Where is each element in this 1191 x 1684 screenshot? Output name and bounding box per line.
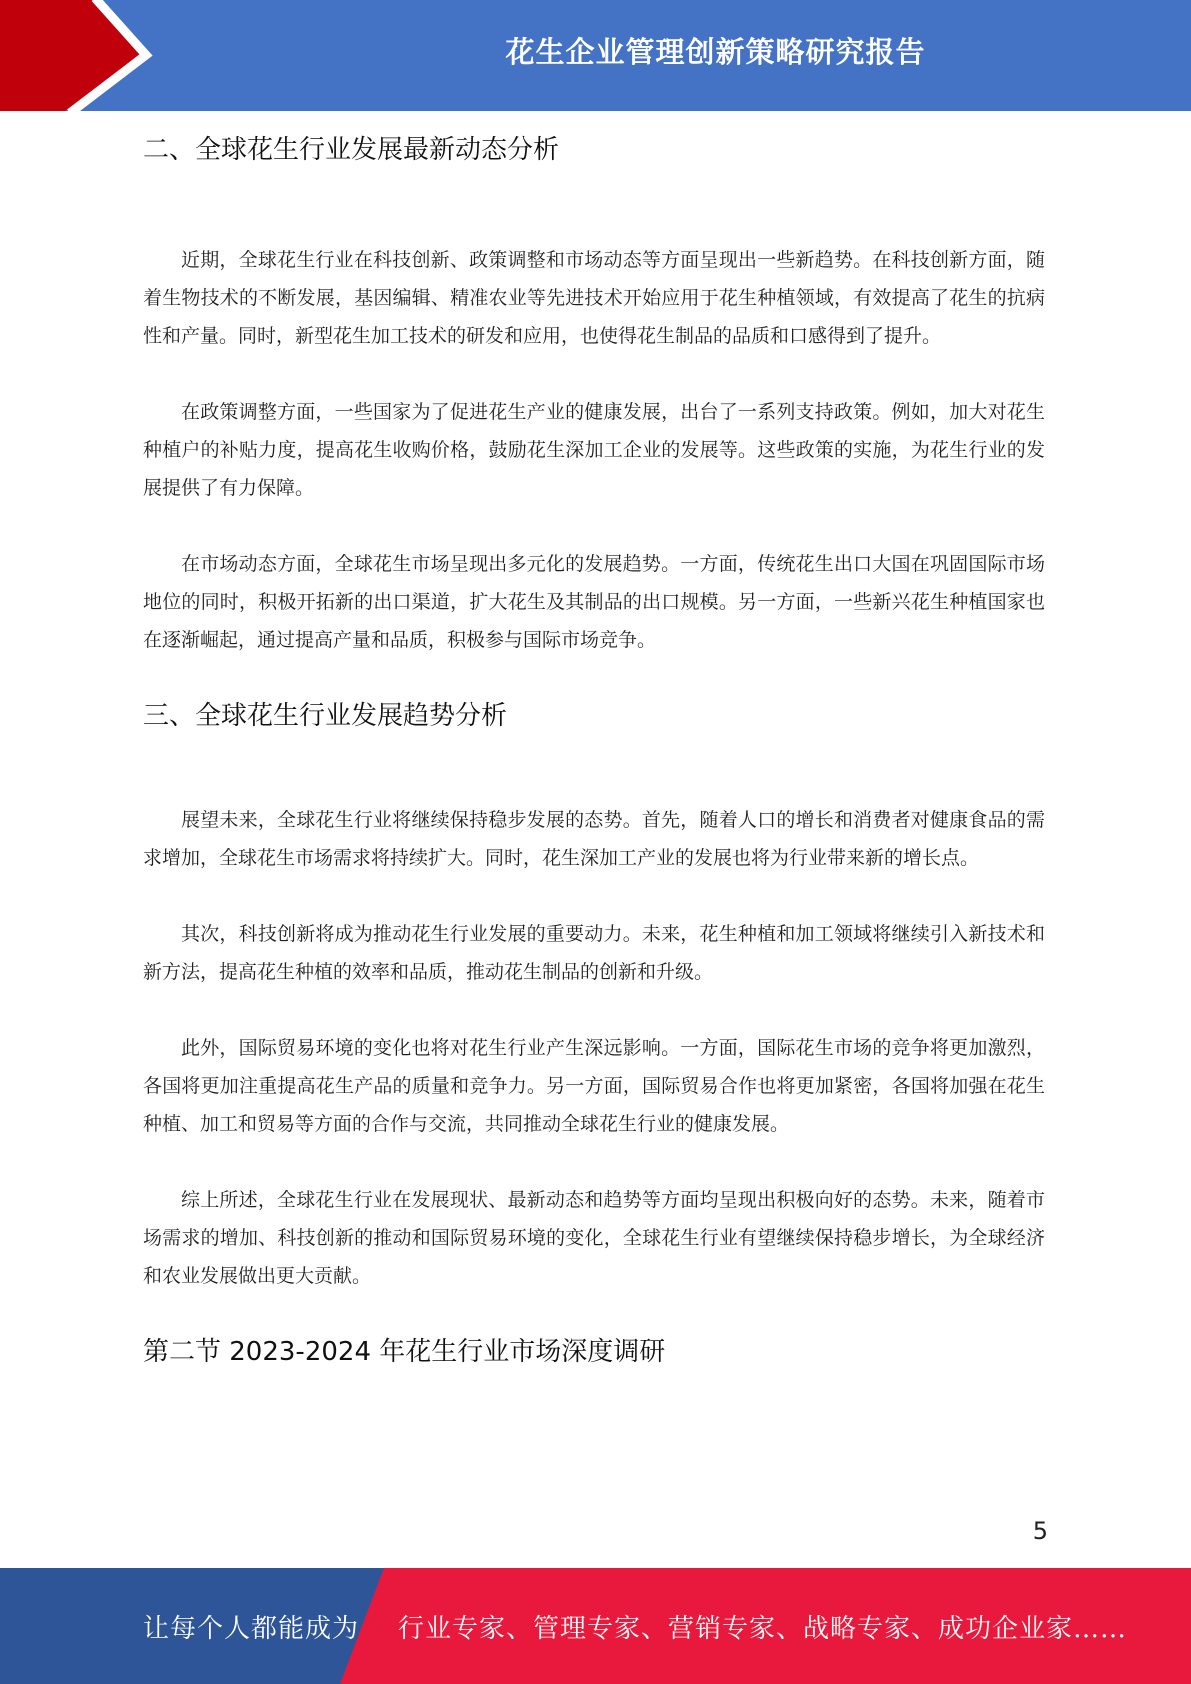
paragraph: 其次，科技创新将成为推动花生行业发展的重要动力。未来，花生种植和加工领域将继续引入新技术和新方法，提高花生种植的效率和品质，推动花生制品的创新和升级。 bbox=[143, 923, 1045, 983]
page-header bbox=[0, 0, 1191, 111]
section-heading-development-trends: 三、全球花生行业发展趋势分析 bbox=[143, 701, 508, 731]
footer-slogan-left: 让每个人都能成为 bbox=[143, 1613, 360, 1644]
paragraph: 展望未来，全球花生行业将继续保持稳步发展的态势。首先，随着人口的增长和消费者对健康食品的需求增加，全球花生市场需求将持续扩大。同时，花生深加工产业的发展也将为行业带来新的增长点。 bbox=[143, 809, 1045, 869]
paragraph: 此外，国际贸易环境的变化也将对花生行业产生深远影响。一方面，国际花生市场的竞争将更加激烈，各国将更加注重提高花生产品的质量和竞争力。另一方面，国际贸易合作也将更加紧密，各国将加强在花生种植、加工和贸易等方面的合作与交流，共同推动全球花生行业的健康发展。 bbox=[143, 1037, 1045, 1135]
footer-slogan-right: 行业专家、管理专家、营销专家、战略专家、成功企业家…… bbox=[398, 1613, 1128, 1644]
paragraph: 综上所述，全球花生行业在发展现状、最新动态和趋势等方面均呈现出积极向好的态势。未来，随着市场需求的增加、科技创新的推动和国际贸易环境的变化，全球花生行业有望继续保持稳步增长，为全球经济和农业发展做出更大贡献。 bbox=[143, 1189, 1045, 1287]
page-number: 5 bbox=[1032, 1517, 1048, 1545]
subsection-heading: 第二节 2023-2024 年花生行业市场深度调研 bbox=[143, 1337, 666, 1367]
page-footer bbox=[0, 1568, 1191, 1684]
paragraph: 近期，全球花生行业在科技创新、政策调整和市场动态等方面呈现出一些新趋势。在科技创新方面，随着生物技术的不断发展，基因编辑、精准农业等先进技术开始应用于花生种植领域，有效提高了花生的抗病性和产量。同时，新型花生加工技术的研发和应用，也使得花生制品的品质和口感得到了提升。 bbox=[143, 249, 1045, 347]
section-heading-latest-trends: 二、全球花生行业发展最新动态分析 bbox=[143, 135, 560, 165]
page-content bbox=[143, 125, 1045, 1377]
report-title: 花生企业管理创新策略研究报告 bbox=[505, 34, 926, 69]
paragraph: 在市场动态方面，全球花生市场呈现出多元化的发展趋势。一方面，传统花生出口大国在巩固国际市场地位的同时，积极开拓新的出口渠道，扩大花生及其制品的出口规模。另一方面，一些新兴花生种植国家也在逐渐崛起，通过提高产量和品质，积极参与国际市场竞争。 bbox=[143, 553, 1045, 651]
header-chevron-icon bbox=[0, 0, 160, 111]
paragraph: 在政策调整方面，一些国家为了促进花生产业的健康发展，出台了一系列支持政策。例如，加大对花生种植户的补贴力度，提高花生收购价格，鼓励花生深加工企业的发展等。这些政策的实施，为花生行业的发展提供了有力保障。 bbox=[143, 401, 1045, 499]
